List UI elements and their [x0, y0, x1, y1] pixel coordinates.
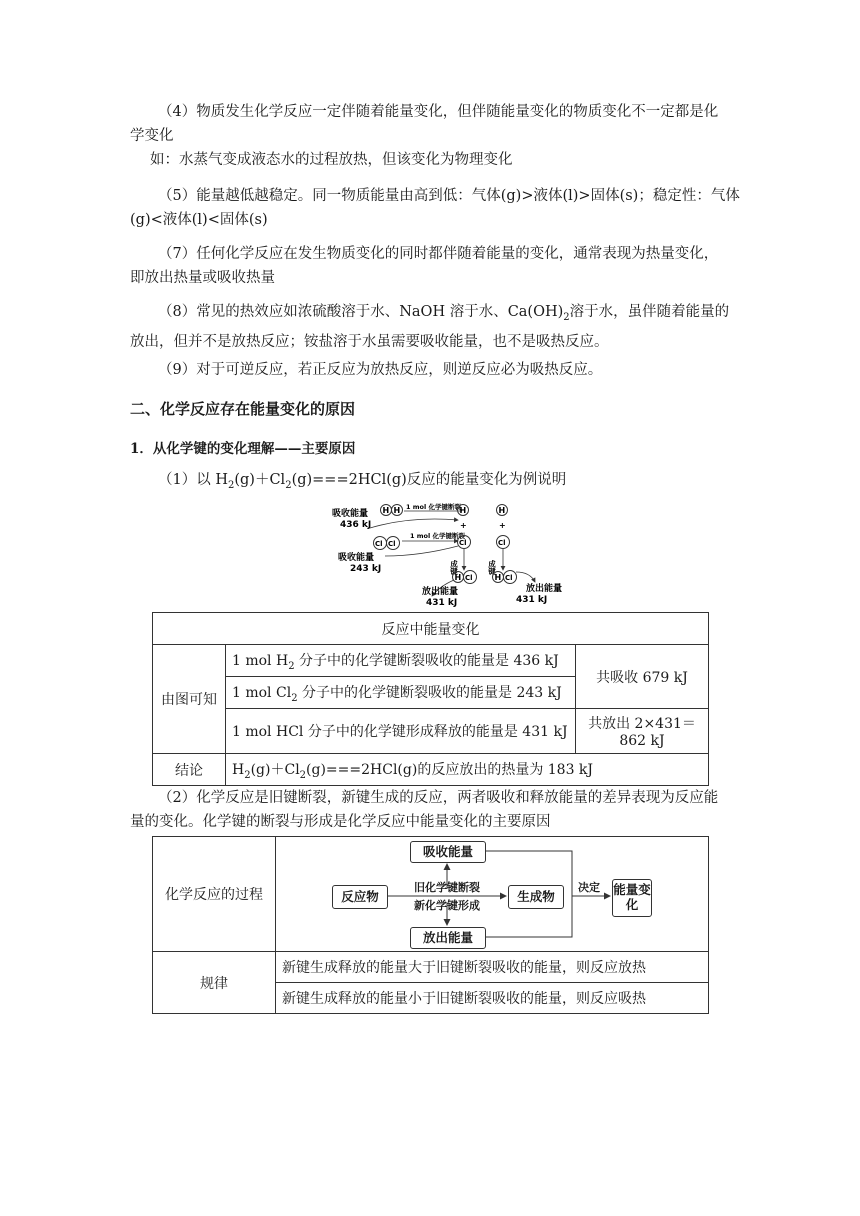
absorb-total-cell: 共吸收 679 kJ — [576, 645, 709, 709]
subsection-1-title: 1．从化学键的变化理解——主要原因 — [130, 441, 356, 457]
form-label-1: 成键 — [449, 560, 459, 575]
svg-text:Cl: Cl — [498, 539, 506, 547]
svg-text:H: H — [498, 506, 506, 515]
example-text: 如：水蒸气变成液态水的过程放热，但该变化为物理变化 — [150, 152, 513, 168]
absorb-label-2: 吸收能量 — [338, 553, 375, 563]
svg-text:H: H — [459, 506, 467, 515]
paragraph-8: （8）常见的热效应如浓硫酸溶于水、NaOH 溶于水、$Ca(OH)_2$溶于水，虽伴随着能量的 放出，但并不是放热反应；铵盐溶于水虽需要吸收能量，也不是吸热反应。 — [130, 304, 730, 350]
process-arrows — [282, 839, 702, 949]
bond-energy-diagram — [330, 498, 580, 610]
svg-text:H: H — [494, 573, 502, 582]
svg-text:H: H — [454, 573, 462, 582]
paragraph-4-line2: 学变化 — [130, 128, 174, 144]
svg-text:Cl: Cl — [465, 574, 473, 582]
old-bond-break-label: 旧化学键断裂 — [414, 881, 480, 894]
release-label-1: 放出能量 — [422, 587, 459, 597]
reaction-process-table — [152, 836, 709, 1014]
paragraph-9: （9）对于可逆反应，若正反应为放热反应，则逆反应必为吸热反应。 — [158, 362, 603, 378]
svg-text:Cl: Cl — [505, 574, 513, 582]
svg-text:+: + — [460, 521, 467, 530]
rule-row-2: 新键生成释放的能量小于旧键断裂吸收的能量，则反应吸热 — [276, 983, 709, 1014]
svg-text:H: H — [382, 506, 390, 515]
energy-change-box: 能量变化 — [612, 879, 652, 917]
absorb-value-2: 243 kJ — [350, 564, 382, 574]
svg-text:+: + — [499, 521, 506, 530]
paragraph-7: （7）任何化学反应在发生物质变化的同时都伴随着能量的变化，通常表现为热量变化， 即放出热量或吸收热量 — [130, 246, 719, 286]
item-1: （1）以 $H_2(g)+Cl_2(g)===2HCl(g)$反应的能量变化为例说明 — [158, 472, 567, 491]
reactant-box: 反应物 — [332, 885, 388, 909]
table-cell: 1 mol HCl 分子中的化学键形成释放的能量是 431 kJ — [226, 709, 576, 754]
section-2-title: 二、化学反应存在能量变化的原因 — [130, 400, 356, 418]
process-diagram-cell — [276, 837, 709, 952]
release-energy-box: 放出能量 — [410, 927, 486, 949]
absorb-value-1: 436 kJ — [340, 520, 372, 530]
paragraph-4 — [130, 100, 740, 148]
process-diagram — [282, 839, 702, 949]
rule-label: 规律 — [153, 952, 276, 1014]
conclusion-cell: $H_2(g)+Cl_2(g)===2HCl(g)$的反应放出的热量为 183 kJ — [226, 754, 709, 786]
table-header: 反应中能量变化 — [153, 613, 709, 645]
release-label-2: 放出能量 — [526, 584, 563, 594]
table-cell: 1 mol $H_2$ 分子中的化学键断裂吸收的能量是 436 kJ — [226, 645, 576, 677]
paragraph-4-line1: （4）物质发生化学反应一定伴随着能量变化，但伴随能量变化的物质变化不一定都是化 — [158, 104, 719, 120]
break-label-1: 1 mol 化学键断裂 — [406, 503, 462, 511]
release-total-cell: 共放出 2×431＝862 kJ — [576, 709, 709, 754]
new-bond-form-label: 新化学键形成 — [414, 899, 480, 912]
product-box: 生成物 — [508, 885, 564, 909]
process-label: 化学反应的过程 — [153, 837, 276, 952]
svg-text:H: H — [393, 506, 401, 515]
release-value-2: 431 kJ — [516, 595, 548, 605]
rule-row-1: 新键生成释放的能量大于旧键断裂吸收的能量，则反应放热 — [276, 952, 709, 983]
energy-change-table — [152, 612, 709, 786]
paragraph-5: （5）能量越低越稳定。同一物质能量由高到低：气体(g)>液体(l)>固体(s)；稳定性：气体 (g)<液体(l)<固体(s) — [130, 188, 740, 228]
svg-text:Cl: Cl — [459, 539, 467, 547]
break-label-2: 1 mol 化学键断裂 — [410, 532, 466, 540]
conclusion-label: 结论 — [153, 754, 226, 786]
absorb-label-1: 吸收能量 — [332, 509, 369, 519]
row-group-label: 由图可知 — [153, 645, 226, 754]
table-cell: 1 mol $Cl_2$ 分子中的化学键断裂吸收的能量是 243 kJ — [226, 677, 576, 709]
decide-label: 决定 — [578, 881, 600, 894]
svg-text:Cl: Cl — [375, 540, 383, 548]
release-value-1: 431 kJ — [426, 598, 458, 608]
svg-text:Cl: Cl — [388, 540, 396, 548]
form-label-2: 成键 — [487, 560, 497, 575]
item-2: （2）化学反应是旧键断裂，新键生成的反应，两者吸收和释放能量的差异表现为反应能 量的变化。化学键的断裂与形成是化学反应中能量变化的主要原因 — [130, 790, 719, 830]
absorb-energy-box: 吸收能量 — [410, 841, 486, 863]
